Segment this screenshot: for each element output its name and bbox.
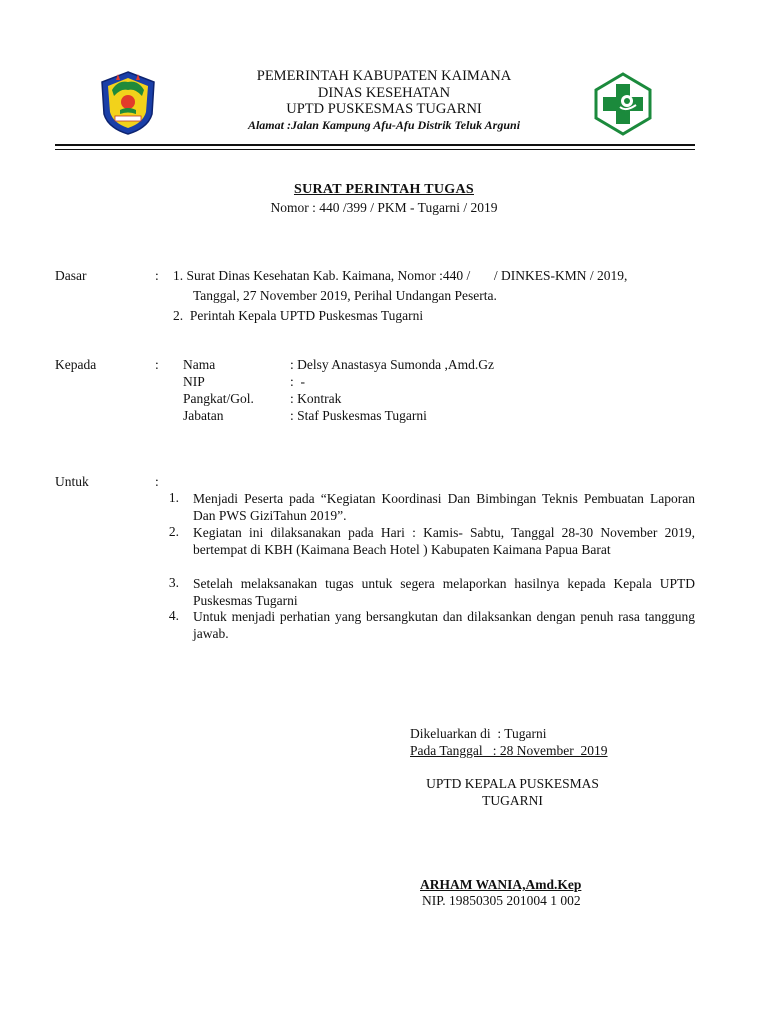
signatory-name: ARHAM WANIA,Amd.Kep — [420, 877, 582, 892]
field-rank-value: : Kontrak — [290, 391, 342, 406]
header-government-name: PEMERINTAH KABUPATEN KAIMANA — [256, 68, 512, 84]
dasar-item-1-line-2: Tanggal, 27 November 2019, Perihal Undangan Peserta. — [193, 288, 497, 303]
untuk-item-1-number: 1. — [168, 490, 179, 505]
untuk-item-2-text: Kegiatan ini dilaksanakan pada Hari : Kamis- Sabtu, Tanggal 28-30 November 2019, bertempat di KBH (Kaimana Beach Hotel ) Kabupaten Kaimana Papua Barat — [193, 525, 695, 557]
dasar-item-2: 2. Perintah Kepala UPTD Puskesmas Tugarni — [173, 308, 424, 323]
dasar-colon: : — [155, 268, 159, 283]
untuk-item-3-number: 3. — [168, 575, 179, 590]
signatory-office-line-2: TUGARNI — [482, 793, 543, 808]
field-position-label: Jabatan — [183, 408, 224, 423]
header-divider-thick — [55, 144, 695, 146]
untuk-item-4-text: Untuk menjadi perhatian yang bersangkutan dan dilaksankan dengan penuh rasa tanggung jawab. — [193, 609, 695, 641]
untuk-colon: : — [155, 474, 159, 489]
untuk-label: Untuk — [55, 474, 89, 489]
untuk-item-4-number: 4. — [168, 608, 179, 623]
issued-at: Dikeluarkan di : Tugarni — [410, 726, 547, 741]
header-address: Alamat :Jalan Kampung Afu-Afu Distrik Teluk Arguni — [247, 118, 521, 132]
header-divider-thin — [55, 149, 695, 150]
letter-number: Nomor : 440 /399 / PKM - Tugarni / 2019 — [270, 200, 498, 215]
field-name-value: : Delsy Anastasya Sumonda ,Amd.Gz — [290, 357, 494, 372]
field-position-value: : Staf Puskesmas Tugarni — [290, 408, 427, 423]
untuk-item-2-number: 2. — [168, 524, 179, 539]
field-nip-label: NIP — [183, 374, 205, 389]
field-rank-label: Pangkat/Gol. — [183, 391, 254, 406]
kepada-label: Kepada — [55, 357, 97, 372]
dasar-item-1-line-1: 1. Surat Dinas Kesehatan Kab. Kaimana, Nomor :440 / / DINKES-KMN / 2019, — [173, 268, 628, 283]
letter-title: SURAT PERINTAH TUGAS — [293, 182, 474, 197]
kepada-colon: : — [155, 357, 159, 372]
signatory-office-line-1: UPTD KEPALA PUSKESMAS — [426, 776, 599, 791]
header-unit-name: UPTD PUSKESMAS TUGARNI — [286, 101, 482, 117]
dasar-label: Dasar — [55, 268, 87, 283]
issued-date: Pada Tanggal : 28 November 2019 — [410, 743, 608, 758]
field-name-label: Nama — [183, 357, 216, 372]
untuk-item-1-text: Menjadi Peserta pada “Kegiatan Koordinasi Dan Bimbingan Teknis Pembuatan Laporan Dan PWS GiziTahun 2019”. — [193, 491, 695, 523]
signatory-nip: NIP. 19850305 201004 1 002 — [422, 893, 581, 908]
field-nip-value: : - — [290, 374, 305, 389]
untuk-item-3-text: Setelah melaksanakan tugas untuk segera melaporkan hasilnya kepada Kepala UPTD Puskesmas Tugarni — [193, 576, 695, 608]
header-department-name: DINAS KESEHATAN — [317, 85, 451, 101]
